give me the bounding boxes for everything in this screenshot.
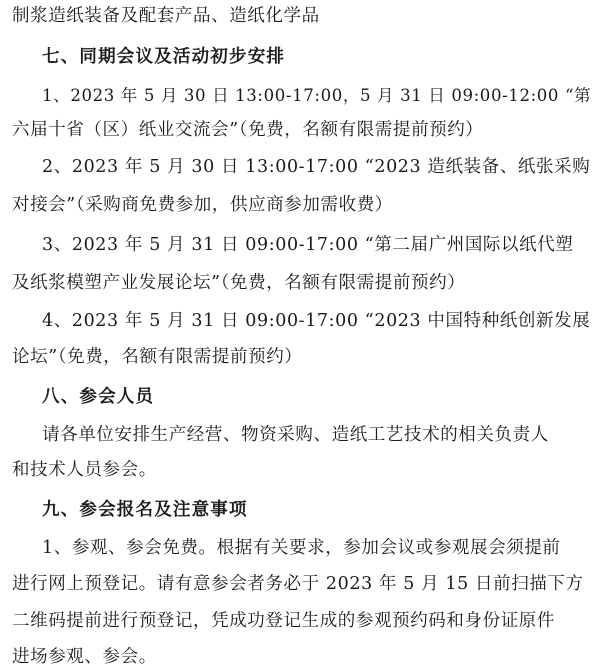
section8-body-line1: 请各单位安排生产经营、物资采购、造纸工艺技术的相关负责人: [42, 425, 549, 445]
section7-item4-line1: 4、2023 年 5 月 31 日 09:00-17:00 “2023 中国特种纸创新发展: [42, 311, 591, 331]
section7-item3-line1: 3、2023 年 5 月 31 日 09:00-17:00 “第二届广州国际以纸代塑: [42, 235, 574, 255]
section7-item1-line1: 1、2023 年 5 月 30 日 13:00-17:00，5 月 31 日 09:00-12:00 “第: [42, 86, 592, 105]
section9-body-line1: 1、参观、参会免费。根据有关要求，参加会议或参观展会须提前: [42, 538, 561, 558]
section7-item2-line2: 对接会”（采购商免费参加，供应商参加需收费）: [12, 195, 393, 215]
section7-item4-line2: 论坛”（免费，名额有限需提前预约）: [12, 347, 303, 367]
section9-body-line2: 进行网上预登记。请有意参会者务必于 2023 年 5 月 15 日前扫描下方: [12, 574, 584, 594]
section8-heading: 八、参会人员: [42, 387, 155, 407]
section9-body-line4: 进场参观、参会。: [12, 647, 157, 667]
section9-body-line3: 二维码提前进行预登记，凭成功登记生成的参观预约码和身份证原件: [12, 611, 555, 631]
section7-heading: 七、同期会议及活动初步安排: [42, 47, 286, 67]
section7-item3-line2: 及纸浆模塑产业发展论坛”（免费，名额有限需提前预约）: [12, 273, 466, 293]
section8-body-line2: 和技术人员参会。: [12, 460, 157, 480]
section7-item1-line2: 六届十省（区）纸业交流会”（免费，名额有限需提前预约）: [12, 120, 484, 140]
intro-line: 制浆造纸装备及配套产品、造纸化学品: [12, 6, 320, 26]
section9-heading: 九、参会报名及注意事项: [42, 500, 248, 520]
section7-item2-line1: 2、2023 年 5 月 30 日 13:00-17:00 “2023 造纸装备、纸张采购: [42, 157, 591, 177]
